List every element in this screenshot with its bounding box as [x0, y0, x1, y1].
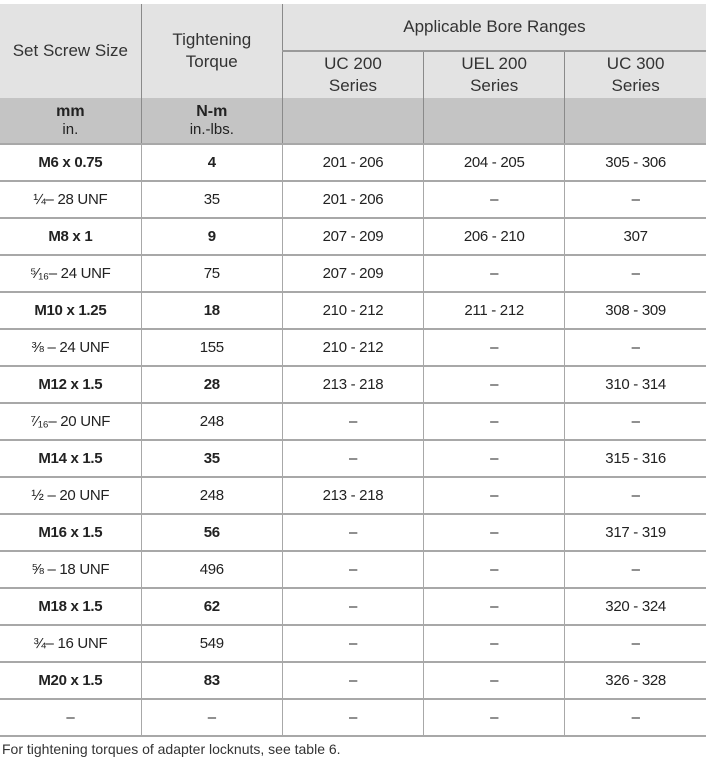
- table-row: [0, 181, 706, 218]
- cell-uel200: –: [424, 514, 565, 551]
- cell-torque: 75: [141, 255, 282, 292]
- cell-uc200: 210 - 212: [282, 292, 423, 329]
- cell-size: M10 x 1.25: [0, 292, 141, 329]
- header-tightening-torque: Tightening Torque: [141, 4, 282, 98]
- cell-uc300: 326 - 328: [565, 662, 706, 699]
- cell-size: M8 x 1: [0, 218, 141, 255]
- cell-uc300: 305 - 306: [565, 144, 706, 181]
- cell-uel200: –: [424, 181, 565, 218]
- cell-uc200: 213 - 218: [282, 477, 423, 514]
- table-row: [0, 551, 706, 588]
- cell-uel200: –: [424, 403, 565, 440]
- unit-in: in.: [62, 120, 79, 138]
- table-row: [0, 625, 706, 662]
- cell-uc200: –: [282, 625, 423, 662]
- cell-torque: 4: [141, 144, 282, 181]
- cell-uc300: –: [565, 551, 706, 588]
- cell-uc300: –: [565, 255, 706, 292]
- cell-uc200: –: [282, 440, 423, 477]
- cell-uc200: –: [282, 403, 423, 440]
- table-row: [0, 218, 706, 255]
- units-size: [0, 98, 141, 144]
- cell-torque: 248: [141, 477, 282, 514]
- cell-uc200: 213 - 218: [282, 366, 423, 403]
- footnote: For tightening torques of adapter locknuts, see table 6.: [2, 741, 341, 757]
- cell-torque: 62: [141, 588, 282, 625]
- cell-uc200: 207 - 209: [282, 255, 423, 292]
- cell-torque: 35: [141, 440, 282, 477]
- cell-torque: 18: [141, 292, 282, 329]
- cell-uc200: –: [282, 662, 423, 699]
- table-row: [0, 514, 706, 551]
- cell-torque: 9: [141, 218, 282, 255]
- cell-uc200: 201 - 206: [282, 181, 423, 218]
- units-row: [0, 98, 706, 144]
- cell-uel200: 206 - 210: [424, 218, 565, 255]
- cell-torque: 28: [141, 366, 282, 403]
- table-row: [0, 144, 706, 181]
- table-row: [0, 477, 706, 514]
- cell-uel200: 204 - 205: [424, 144, 565, 181]
- header-set-screw-size: Set Screw Size: [0, 4, 141, 98]
- cell-uc200: –: [282, 514, 423, 551]
- cell-uel200: –: [424, 625, 565, 662]
- cell-uel200: –: [424, 699, 565, 736]
- cell-uc300: –: [565, 625, 706, 662]
- cell-uel200: –: [424, 662, 565, 699]
- cell-torque: –: [141, 699, 282, 736]
- table-row: [0, 329, 706, 366]
- cell-uel200: –: [424, 588, 565, 625]
- cell-uel200: –: [424, 551, 565, 588]
- units-empty: [282, 98, 423, 144]
- cell-size: ⁵⁄₁₆– 24 UNF: [0, 255, 141, 292]
- cell-size: M16 x 1.5: [0, 514, 141, 551]
- cell-size: ⁷⁄₁₆– 20 UNF: [0, 403, 141, 440]
- cell-uc300: –: [565, 181, 706, 218]
- cell-torque: 35: [141, 181, 282, 218]
- cell-uc200: –: [282, 699, 423, 736]
- table-row: [0, 662, 706, 699]
- cell-uc300: –: [565, 329, 706, 366]
- table-row: [0, 292, 706, 329]
- table-row: [0, 699, 706, 736]
- set-screw-torque-table: [0, 4, 706, 737]
- cell-uc300: –: [565, 403, 706, 440]
- unit-mm: mm: [56, 102, 85, 120]
- cell-uc300: 317 - 319: [565, 514, 706, 551]
- cell-size: ¾– 16 UNF: [0, 625, 141, 662]
- table-row: [0, 366, 706, 403]
- header-uc200: UC 200 Series: [282, 51, 423, 98]
- cell-torque: 155: [141, 329, 282, 366]
- units-torque: [141, 98, 282, 144]
- cell-size: ⅝ – 18 UNF: [0, 551, 141, 588]
- cell-uc300: 315 - 316: [565, 440, 706, 477]
- cell-torque: 549: [141, 625, 282, 662]
- cell-uc300: –: [565, 477, 706, 514]
- unit-inlbs: in.-lbs.: [189, 120, 234, 138]
- cell-uc200: –: [282, 551, 423, 588]
- cell-uel200: –: [424, 477, 565, 514]
- cell-uel200: –: [424, 255, 565, 292]
- cell-size: M12 x 1.5: [0, 366, 141, 403]
- cell-uel200: 211 - 212: [424, 292, 565, 329]
- table-row: [0, 588, 706, 625]
- cell-uc200: 207 - 209: [282, 218, 423, 255]
- cell-uc300: 320 - 324: [565, 588, 706, 625]
- cell-uel200: –: [424, 440, 565, 477]
- header-uel200: UEL 200 Series: [424, 51, 565, 98]
- header-applicable-bore-ranges: Applicable Bore Ranges: [282, 4, 706, 51]
- cell-uc300: 310 - 314: [565, 366, 706, 403]
- cell-torque: 496: [141, 551, 282, 588]
- units-empty: [424, 98, 565, 144]
- cell-uel200: –: [424, 366, 565, 403]
- cell-uel200: –: [424, 329, 565, 366]
- cell-uc300: –: [565, 699, 706, 736]
- cell-size: ⅜ – 24 UNF: [0, 329, 141, 366]
- cell-size: ½ – 20 UNF: [0, 477, 141, 514]
- cell-uc200: 210 - 212: [282, 329, 423, 366]
- cell-uc200: 201 - 206: [282, 144, 423, 181]
- header-uc300: UC 300 Series: [565, 51, 706, 98]
- cell-uc200: –: [282, 588, 423, 625]
- units-empty: [565, 98, 706, 144]
- cell-size: M18 x 1.5: [0, 588, 141, 625]
- cell-torque: 248: [141, 403, 282, 440]
- cell-size: M20 x 1.5: [0, 662, 141, 699]
- table-row: [0, 440, 706, 477]
- cell-size: M6 x 0.75: [0, 144, 141, 181]
- cell-uc300: 308 - 309: [565, 292, 706, 329]
- unit-nm: N-m: [196, 102, 228, 120]
- cell-torque: 56: [141, 514, 282, 551]
- cell-size: –: [0, 699, 141, 736]
- table-row: [0, 255, 706, 292]
- cell-size: M14 x 1.5: [0, 440, 141, 477]
- table-row: [0, 403, 706, 440]
- cell-uc300: 307: [565, 218, 706, 255]
- cell-torque: 83: [141, 662, 282, 699]
- cell-size: ¼– 28 UNF: [0, 181, 141, 218]
